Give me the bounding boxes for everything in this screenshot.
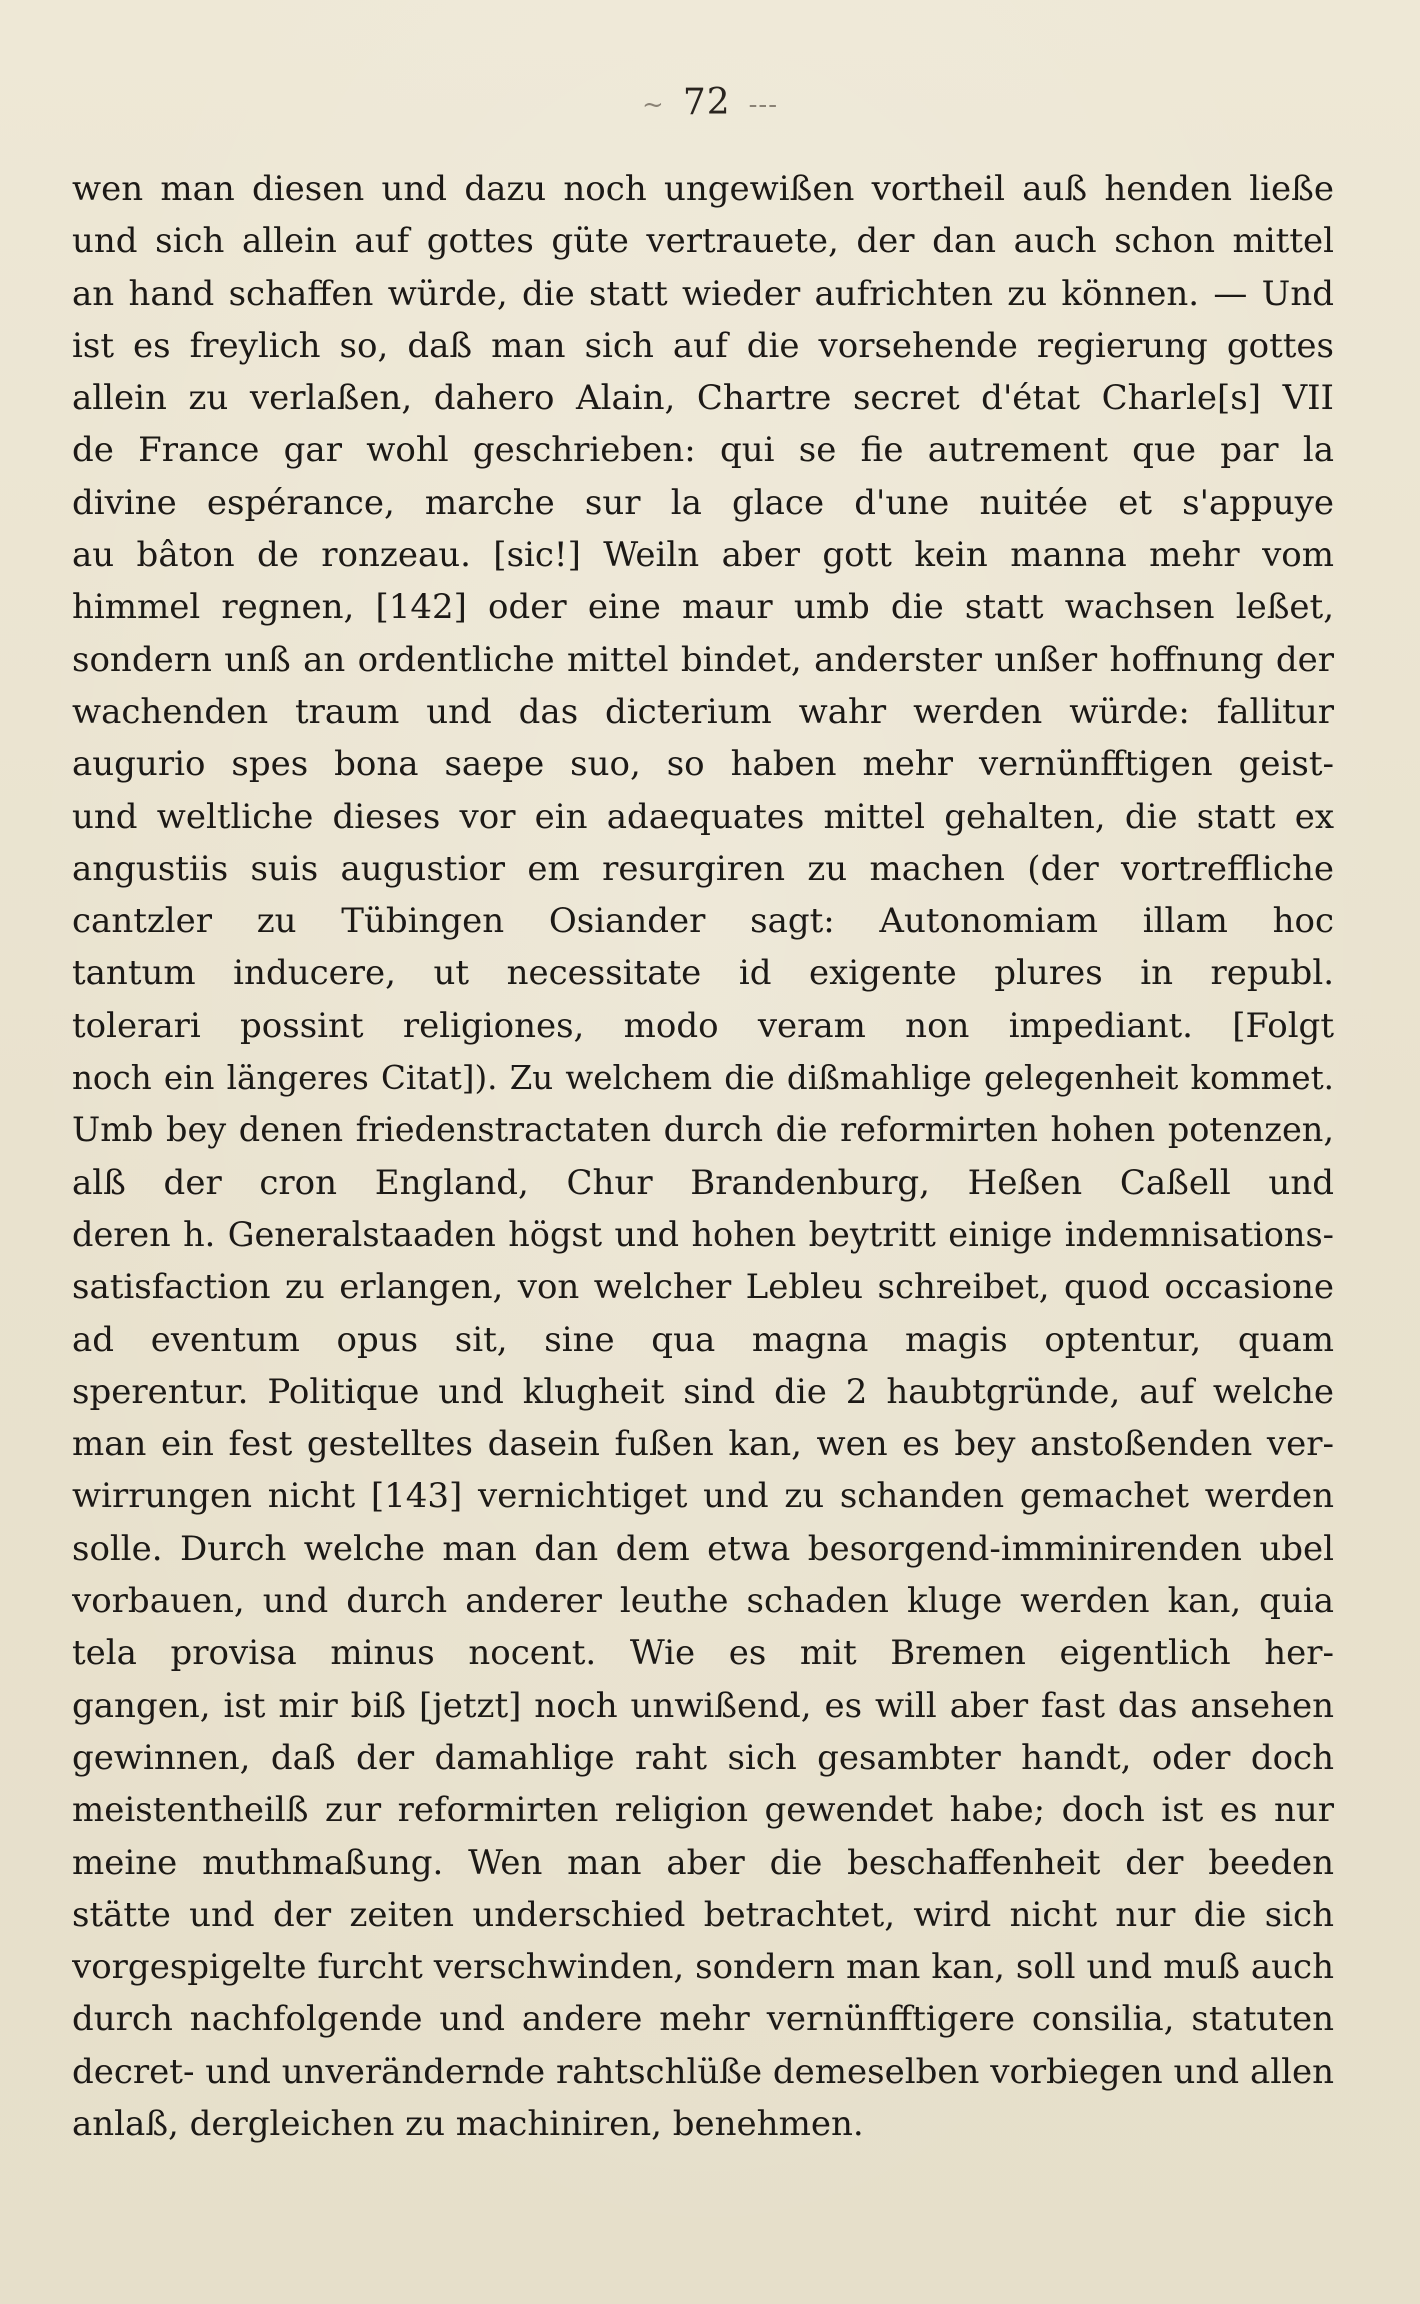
text-line: au bâton de ronzeau. [sic!] Weiln aber gott kein manna mehr vom [72,535,1334,576]
text-line: sperentur. Politique und klugheit sind die 2 haubtgründe, auf welche [72,1371,1334,1412]
text-line: satisfaction zu erlangen, von welcher Lebleu schreibet, quod occasione [72,1267,1334,1308]
body-text [72,163,1334,2150]
text-line: deren h. Generalstaaden högst und hohen beytritt einige indemnisations- [72,1214,1334,1254]
text-line: stätte und der zeiten underschied betrachtet, wird nicht nur die sich [72,1894,1334,1935]
text-line: Umb bey denen friedenstractaten durch die reformirten hohen potenzen, [72,1110,1334,1150]
text-line: gewinnen, daß der damahlige raht sich gesambter handt, oder doch [72,1737,1334,1778]
text-line: tolerari possint religiones, modo veram non impediant. [Folgt [72,1005,1334,1046]
text-line: divine espérance, marche sur la glace d'une nuitée et s'appuye [72,482,1334,523]
page-number-text: 72 [682,82,731,123]
text-line: angustiis suis augustior em resurgiren zu machen (der vortreffliche [72,848,1334,889]
text-line: vorbauen, und durch anderer leuthe schaden kluge werden kan, quia [72,1581,1334,1622]
text-line: ist es freylich so, daß man sich auf die vorsehende regierung gottes [72,325,1334,366]
text-line: allein zu verlaßen, dahero Alain, Chartre secret d'état Charle[s] VII [72,378,1334,419]
text-line: durch nachfolgende und andere mehr vernünfftigere consilia, statuten [72,1999,1334,2040]
text-line: tela provisa minus nocent. Wie es mit Bremen eigentlich her- [72,1633,1334,1674]
text-line: tantum inducere, ut necessitate id exigente plures in republ. [72,953,1334,994]
text-line: himmel regnen, [142] oder eine maur umb die statt wachsen leßet, [72,587,1334,628]
text-line: decret- und unverändernde rahtschlüße demeselben vorbiegen und allen [72,2051,1334,2092]
text-line: und sich allein auf gottes güte vertrauete, der dan auch schon mittel [72,221,1334,262]
text-line: meistentheilß zur reformirten religion gewendet habe; doch ist es nur [72,1790,1334,1831]
text-line: cantzler zu Tübingen Osiander sagt: Autonomiam illam hoc [72,901,1334,942]
text-line: vorgespigelte furcht verschwinden, sondern man kan, soll und muß auch [72,1947,1334,1988]
text-line: ad eventum opus sit, sine qua magna magis optentur, quam [72,1319,1334,1360]
page-number [0,82,1420,123]
text-line: und weltliche dieses vor ein adaequates mittel gehalten, die statt ex [72,796,1334,837]
text-line: man ein fest gestelltes dasein fußen kan, wen es bey anstoßenden ver- [72,1424,1334,1465]
text-line: wirrungen nicht [143] vernichtiget und zu schanden gemachet werden [72,1476,1334,1517]
text-line: meine muthmaßung. Wen man aber die beschaffenheit der beeden [72,1842,1334,1883]
text-line: an hand schaffen würde, die statt wieder aufrichten zu können. — Und [72,273,1334,314]
text-line-final: anlaß, dergleichen zu machiniren, benehmen. [72,2103,864,2144]
text-line: wen man diesen und dazu noch ungewißen vortheil auß henden ließe [72,169,1334,209]
page-number-ornament-right: --- [748,90,778,120]
text-line: augurio spes bona saepe suo, so haben mehr vernünfftigen geist- [72,744,1334,785]
page-number-ornament-left: ~ [642,90,665,120]
text-line: solle. Durch welche man dan dem etwa besorgend-imminirenden ubel [72,1528,1334,1569]
text-line: de France gar wohl geschrieben: qui se fie autrement que par la [72,430,1334,471]
text-line: sondern unß an ordentliche mittel bindet, anderster unßer hoffnung der [72,639,1334,680]
text-line: noch ein längeres Citat]). Zu welchem die dißmahlige gelegenheit kommet. [72,1059,1334,1098]
text-line: gangen, ist mir biß [jetzt] noch unwißend, es will aber fast das ansehen [72,1685,1334,1726]
text-line: wachenden traum und das dicterium wahr werden würde: fallitur [72,691,1334,732]
text-line: alß der cron England, Chur Brandenburg, Heßen Caßell und [72,1162,1334,1203]
